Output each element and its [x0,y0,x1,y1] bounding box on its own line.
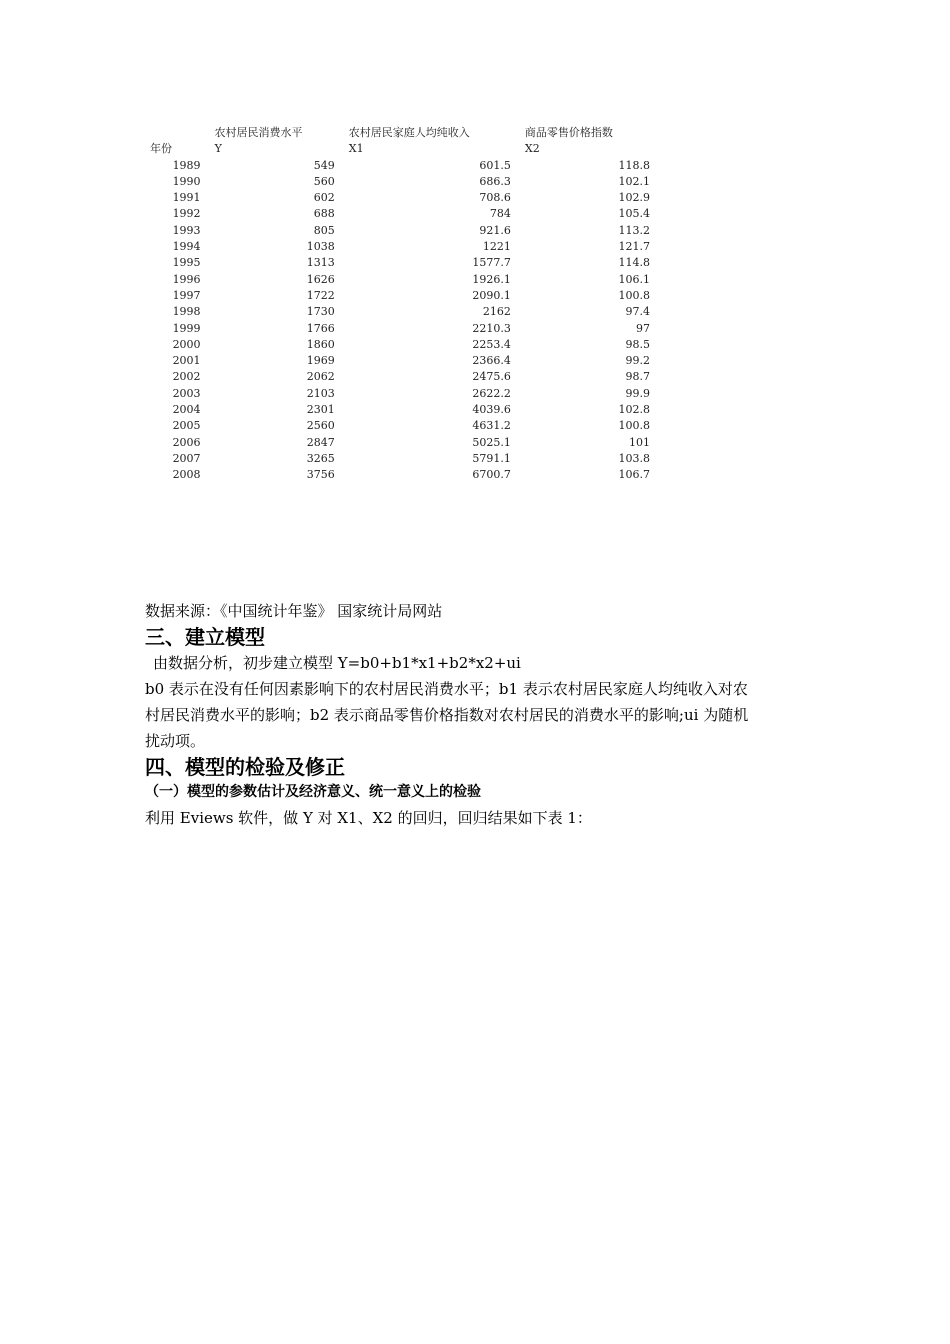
cell-y: 2560 [306,419,335,433]
cell-x1: 784 [489,207,511,221]
cell-y: 549 [313,158,335,172]
cell-year: 2002 [172,370,201,384]
cell-year: 2005 [172,419,201,433]
cell-x2: 99.9 [625,386,650,400]
cell-y: 2301 [306,403,335,417]
cell-y: 1313 [306,256,335,270]
table-row [150,402,650,418]
cell-y: 1730 [306,305,335,319]
table-row [150,304,650,320]
cell-x1: 6700.7 [472,468,511,482]
cell-year: 1989 [172,158,201,172]
cell-year: 2007 [172,451,201,465]
cell-x2: 105.4 [618,207,650,221]
cell-x1: 2253.4 [472,337,511,351]
table-row [150,386,650,402]
data-table [150,125,650,484]
cell-x1: 601.5 [479,158,511,172]
cell-x1: 921.6 [479,223,511,237]
cell-y: 1722 [306,288,335,302]
cell-x2: 102.8 [618,403,650,417]
data-source-line: 数据来源：《中国统计年鉴》 国家统计局网站 [145,602,443,620]
cell-x1: 2475.6 [472,370,511,384]
cell-x2: 97 [636,321,650,335]
section-3-title: 三、建立模型 [145,625,265,649]
table-row [150,174,650,190]
cell-y: 1038 [306,240,335,254]
cell-x1: 4039.6 [472,403,511,417]
cell-year: 2006 [172,435,201,449]
cell-y: 2062 [306,370,335,384]
cell-x2: 98.7 [625,370,650,384]
table-row [150,451,650,467]
cell-x1: 1221 [482,240,511,254]
header-x1-code: X1 [348,142,364,156]
table-row [150,158,650,174]
document-body [145,598,815,831]
header-y-name: 农村居民消费水平 [214,126,303,139]
cell-year: 2004 [172,403,201,417]
model-line: 由数据分析，初步建立模型 Y=b0+b1*x1+b2*x2+ui [153,654,521,672]
table-row [150,467,650,483]
cell-year: 1997 [172,288,201,302]
cell-x1: 4631.2 [472,419,511,433]
cell-x1: 2366.4 [472,354,511,368]
cell-y: 688 [313,207,335,221]
cell-x1: 5791.1 [472,451,511,465]
table-row [150,255,650,271]
cell-y: 1766 [306,321,335,335]
cell-y: 3756 [306,468,335,482]
cell-x1: 1577.7 [472,256,511,270]
table-body [150,158,650,484]
cell-x2: 100.8 [618,419,650,433]
cell-y: 1626 [306,272,335,286]
cell-year: 1998 [172,305,201,319]
section-4-title: 四、模型的检验及修正 [145,755,345,779]
cell-year: 1999 [172,321,201,335]
cell-y: 2103 [306,386,335,400]
cell-y: 805 [313,223,335,237]
table-header-row-codes [150,141,650,157]
cell-x2: 100.8 [618,288,650,302]
header-year: 年份 [150,142,172,156]
cell-y: 602 [313,191,335,205]
cell-year: 1994 [172,240,201,254]
header-x2-name: 商品零售价格指数 [524,126,613,139]
table-row [150,272,650,288]
table-row [150,288,650,304]
subsection-1-title: （一）模型的参数估计及经济意义、统一意义上的检验 [145,784,481,800]
table-row [150,223,650,239]
cell-x2: 118.8 [618,158,650,172]
cell-x2: 101 [629,435,650,449]
cell-y: 560 [313,174,335,188]
header-y-code: Y [214,142,222,156]
cell-x2: 106.7 [618,468,650,482]
explanation-line-3: 扰动项。 [145,732,206,750]
cell-x2: 102.1 [618,174,650,188]
regression-line: 利用 Eviews 软件，做 Y 对 X1、X2 的回归，回归结果如下表 1： [145,809,592,827]
table-row [150,435,650,451]
cell-x1: 2210.3 [472,321,511,335]
header-x2-code: X2 [524,142,540,156]
explanation-line-2: 村居民消费水平的影响；b2 表示商品零售价格指数对农村居民的消费水平的影响;ui 为随机 [145,706,749,724]
cell-x1: 1926.1 [472,272,511,286]
cell-y: 1860 [306,337,335,351]
table-row [150,418,650,434]
data-table-image [150,125,650,484]
cell-year: 1995 [172,256,201,270]
table-header-row-names [150,125,650,141]
cell-x1: 2162 [482,305,511,319]
cell-year: 1993 [172,223,201,237]
table-row [150,321,650,337]
cell-y: 3265 [306,451,335,465]
cell-year: 1992 [172,207,201,221]
table-row [150,206,650,222]
cell-year: 1996 [172,272,201,286]
explanation-line-1: b0 表示在没有任何因素影响下的农村居民消费水平；b1 表示农村居民家庭人均纯收入对农 [145,680,748,698]
cell-x2: 106.1 [618,272,650,286]
cell-year: 2008 [172,468,201,482]
header-x1-name: 农村居民家庭人均纯收入 [348,126,470,139]
cell-x2: 97.4 [625,305,650,319]
cell-x2: 121.7 [618,240,650,254]
cell-x1: 2090.1 [472,288,511,302]
cell-year: 1990 [172,174,201,188]
cell-x2: 114.8 [618,256,650,270]
table-row [150,337,650,353]
cell-x2: 103.8 [618,451,650,465]
cell-x1: 5025.1 [472,435,511,449]
table-row [150,190,650,206]
cell-x2: 98.5 [625,337,650,351]
cell-x1: 686.3 [479,174,511,188]
cell-x2: 102.9 [618,191,650,205]
cell-y: 1969 [306,354,335,368]
cell-x1: 2622.2 [472,386,511,400]
cell-y: 2847 [306,435,335,449]
table-row [150,369,650,385]
cell-year: 2003 [172,386,201,400]
cell-x1: 708.6 [479,191,511,205]
cell-x2: 113.2 [618,223,650,237]
cell-year: 2001 [172,354,201,368]
cell-year: 2000 [172,337,201,351]
cell-year: 1991 [172,191,201,205]
table-row [150,239,650,255]
cell-x2: 99.2 [625,354,650,368]
table-row [150,353,650,369]
